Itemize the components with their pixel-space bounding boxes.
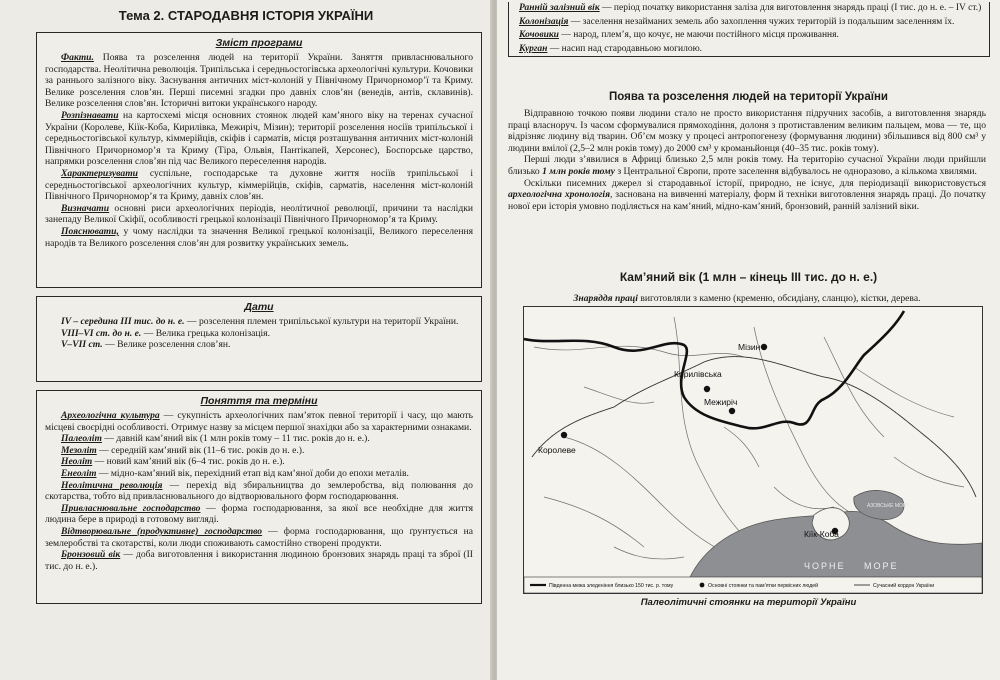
date-item-term: IV – середина III тис. до н. е. <box>61 316 185 327</box>
program-item-term: Пояснювати, <box>61 225 119 237</box>
date-item-text: — Велике розселення слов’ян. <box>102 339 231 351</box>
legend-site-swatch <box>700 583 705 588</box>
term-table-term: Ранній залізний вік <box>519 3 600 13</box>
term-item-text: — форма господарювання, що ґрунтується на землеробстві та скотарстві, коли люди споживають самостійно створені продукти. <box>45 525 473 549</box>
site-label-mizyn: Мізин <box>738 342 761 352</box>
terms-heading: Поняття та терміни <box>200 395 318 407</box>
intro-paragraphs <box>508 108 986 212</box>
term-item-text: — форма господарювання, за якої все необхідне для життя людина бере в природі в готовому вигляді. <box>45 502 473 526</box>
sea-label-2: МОРЕ <box>864 561 899 571</box>
tools-text: виготовляли з каменю (кременю, обсидіану, сланцю), кістки, дерева. <box>637 293 921 304</box>
site-marker-mizyn <box>761 344 767 350</box>
site-marker-korolevo <box>561 432 567 438</box>
date-item-text: — розселення племен трипільської культури на території України. <box>184 316 459 327</box>
date-item <box>45 316 473 328</box>
term-item <box>45 549 473 572</box>
sea-label-1: ЧОРНЕ <box>804 561 846 571</box>
program-item <box>45 168 473 203</box>
program-item-text: на картосхемі місця основних стоянок людей кам’яного віку на теренах сучасної України (Королеве, Кіїк-Коба, Кирилівка, Межиріч, Мізин); території розселення носіїв трипільської і середньостогівської культур, кіммерійців, скіфів і сарматів, місця розташування античних міст-колоній Північного Причорномор’я та Криму (Тіра, Ольвія, Пантікапей, Херсонес), Боспорське царство, напрямки розселення слов’ян під час Великого переселення народів. <box>45 109 473 168</box>
program-item-text: у чому наслідки та значення Великої грецької колонізації, Великого переселення народів та Великого розселення слов’ян для розвитку українських земель. <box>45 225 473 249</box>
program-box <box>36 32 482 288</box>
intro-paragraph <box>508 108 986 154</box>
term-item <box>45 433 473 445</box>
term-item <box>45 480 473 503</box>
site-label-kiik-koba: Кіїк-Коба <box>804 529 839 539</box>
term-item <box>45 503 473 526</box>
intro-paragraph-part: , заснована на вивченні матеріалу, форм й техніки виготовлення знарядь праці. До початку нової ери історія умовно поділяється на кам’яний, мідно-кам’яний, бронзовий, ранній залізний віки. <box>508 189 986 212</box>
terms-box <box>36 390 482 604</box>
terms-list <box>45 410 473 572</box>
term-item-term: Неоліт <box>61 456 93 468</box>
term-item-term: Бронзовий вік <box>61 549 121 561</box>
program-item-term: Характеризувати <box>61 167 139 179</box>
intro-paragraph-part: з Центральної Європи, проте заселення відбувалось не одноразово, а кількома хвилями. <box>614 165 977 177</box>
date-item <box>45 339 473 351</box>
program-item <box>45 226 473 249</box>
program-heading: Зміст програми <box>215 37 303 49</box>
site-marker-kyrylivska <box>704 386 710 392</box>
intro-paragraph <box>508 154 986 177</box>
term-table-term: Кочовики <box>519 30 559 41</box>
dates-list <box>45 316 473 351</box>
term-table-term: Колонізація <box>519 16 569 27</box>
program-item-term: Визначати <box>61 202 110 214</box>
paleolithic-map <box>523 306 983 594</box>
term-table-row <box>508 2 990 16</box>
term-table-text: — заселення незайманих земель або захоплення чужих територій із подальшим заселенням їх. <box>568 16 955 27</box>
map-caption: Палеолітичні стоянки на території України <box>640 597 857 608</box>
term-table-text: — період початку використання заліза для виготовлення знарядь праці (I тис. до н. е. – IV ст.) <box>599 3 982 13</box>
intro-paragraph <box>508 178 986 213</box>
term-table-row <box>508 29 990 43</box>
program-item-text: основні риси археологічних періодів, неолітичної революції, причини та наслідки занепаду Великої Скіфії, особливості грецької колонізації Північного Причорномор’я та Криму. <box>45 202 473 226</box>
program-list <box>45 52 473 249</box>
azov-label: АЗОВСЬКЕ МОРЕ <box>867 503 910 509</box>
section-title-appearance: Поява та розселення людей на території України <box>609 91 888 103</box>
term-item-term: Енеоліт <box>61 467 97 479</box>
program-item-text: Поява та розселення людей на території України. Заняття привласнювального господарства. Неолітична революція. Трипільська і середньостогівська археологічні культури. Кочовики за раннього залізного віку. Заснування античних міст-колоній у Північному Причорномор’ї та Криму. Велике розселення слов’ян. Перші писемні згадки про давніх слов’ян (венедів, антів, склавинів). Велике розселення слов’ян. Історичні витоки українського народу. <box>45 52 473 110</box>
term-item <box>45 468 473 480</box>
site-label-kyrylivska: Кирилівська <box>674 369 722 379</box>
term-table-cell <box>509 16 960 30</box>
left-page <box>0 0 492 680</box>
term-item-text: — середній кам’яний вік (11–6 тис. років до н. е.). <box>96 444 305 456</box>
term-item-term: Неолітична революція <box>61 479 163 491</box>
term-item-text: — сукупність археологічних пам’яток певної території і часу, що мають місцеві своєрідні особливості. Отримує назву за місцем першої знахідки або за характерними ознаками. <box>45 410 473 433</box>
site-label-korolevo: Королеве <box>538 445 576 455</box>
program-item-term: Факти. <box>61 52 94 63</box>
tools-line <box>508 288 986 306</box>
term-item-text: — давній кам’яний вік (1 млн років тому – 11 тис. років до н. е.). <box>101 433 370 445</box>
date-item-term: VIII–VI ст. до н. е. <box>61 327 142 339</box>
term-table-cell <box>509 29 845 43</box>
term-item <box>45 456 473 468</box>
term-table-text: — насип над стародавньою могилою. <box>547 43 703 54</box>
site-label-mezhyrich: Межиріч <box>704 397 738 407</box>
program-item <box>45 52 473 110</box>
date-item <box>45 328 473 340</box>
map-svg <box>524 307 982 593</box>
term-item-text: — перехід від збиральництва до землеробства, від полювання до скотарства, тобто від привласнювального до відтворювального форм господарювання. <box>45 479 473 503</box>
tools-term: Знаряддя праці <box>573 293 638 304</box>
term-item-text: — мідно-кам’яний вік, перехідний етап від кам’яної доби до епохи металів. <box>96 467 409 479</box>
term-item-text: — доба виготовлення і використання людиною бронзових знарядь праці та зброї (II тис. до н. е.). <box>45 549 473 572</box>
term-table-term: Курган <box>519 43 548 54</box>
program-item <box>45 203 473 226</box>
term-item-text: — новий кам’яний вік (6–4 тис. років до н. е.). <box>92 456 285 468</box>
dates-box <box>36 296 482 382</box>
intro-paragraph-part: Відправною точкою появи людини стало не просто використання підручних засобів, а виготовлення знарядь праці власноруч. Із часом сформувалися прямоходіння, долоня з протиставленим великим пальцем, мова — те, що відрізняє людину від тварин. Об’єм мозку у процесі антропогенезу (формування людини) збільшився від 800 см³ у людини вмілої (2,5–2 млн років тому) до 2000 см³ у кроманьйонця (40–35 тис. років тому). <box>508 108 986 154</box>
section-title-stone-age: Кам’яний вік (1 млн – кінець III тис. до н. е.) <box>619 270 878 284</box>
term-item-term: Привласнювальне господарство <box>61 502 201 514</box>
term-item-term: Археологічна культура <box>61 410 160 421</box>
date-item-text: — Велика грецька колонізація. <box>141 327 270 339</box>
program-item <box>45 110 473 168</box>
legend-sites: Основні стоянки та пам’ятки первісних людей <box>708 583 819 589</box>
term-item-term: Палеоліт <box>61 433 102 445</box>
term-item-term: Відтворювальне (продуктивне) господарство <box>61 525 263 537</box>
term-table-cell <box>509 2 987 16</box>
program-item-term: Розпізнавати <box>61 109 119 121</box>
term-table-text: — народ, плем’я, що кочує, не маючи постійного місця проживання. <box>558 30 839 41</box>
dates-heading: Дати <box>244 301 274 313</box>
intro-paragraph-part: археологічна хронологія <box>508 189 611 201</box>
legend-border: Сучасний кордон України <box>873 583 935 589</box>
term-table-row <box>508 16 990 30</box>
topic-title: Тема 2. СТАРОДАВНЯ ІСТОРІЯ УКРАЇНИ <box>118 8 374 23</box>
program-item-text: суспільне, господарське та духовне життя носіїв трипільської і середньостогівської археологічних культур, кіммерійців, скіфів, сарматів, населення міст-колоній Північного Причорномор’я та Криму, давніх слов’ян. <box>45 167 473 203</box>
term-item <box>45 410 473 433</box>
intro-paragraph-part: Оскільки писемних джерел зі стародавньої історії, природно, не існує, для періодизації використовується <box>524 177 986 189</box>
site-marker-mezhyrich <box>729 408 735 414</box>
term-item <box>45 445 473 457</box>
terms-table-continued <box>508 2 990 57</box>
date-item-term: V–VII ст. <box>61 339 103 351</box>
term-item-term: Мезоліт <box>61 444 97 456</box>
term-table-cell <box>509 43 708 57</box>
intro-paragraph-part: 1 млн років тому <box>542 165 615 177</box>
intro-paragraph-part: Перші люди з’явилися в Африці близько 2,5 млн років тому. На територію сучасної України люди прийшли близько <box>508 154 986 177</box>
term-item <box>45 526 473 549</box>
term-table-row <box>508 43 990 58</box>
legend-glaciation: Південна межа зледеніння близько 150 тис. р. тому <box>549 583 674 589</box>
